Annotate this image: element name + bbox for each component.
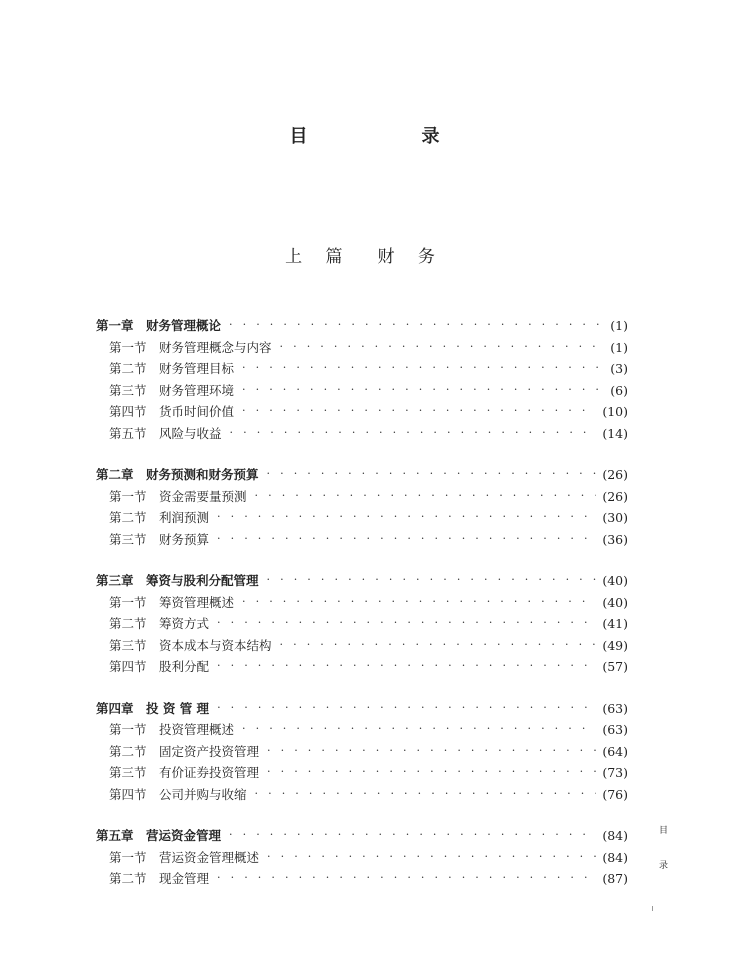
page-number: (26) bbox=[602, 488, 628, 504]
toc-chapter-group bbox=[96, 464, 628, 550]
leader-dots bbox=[217, 694, 596, 716]
page-number: (40) bbox=[602, 594, 628, 610]
section-title: 第二节 固定资产投资管理 bbox=[109, 743, 260, 759]
section-title: 第三节 有价证券投资管理 bbox=[109, 765, 260, 780]
page-number: (1) bbox=[610, 339, 628, 355]
section-title: 第一节 资金需要量预测 bbox=[109, 488, 247, 504]
section-title: 第五节 风险与收益 bbox=[109, 425, 222, 441]
section-title: 第一节 营运资金管理概述 bbox=[109, 849, 260, 865]
leader-dots bbox=[217, 652, 596, 674]
side-tab-char-1: 目 bbox=[659, 826, 669, 836]
page-number: (73) bbox=[602, 765, 628, 780]
page-number: (84) bbox=[602, 828, 628, 843]
toc-chapter-group bbox=[96, 570, 628, 678]
table-of-contents bbox=[96, 315, 628, 910]
leader-dots bbox=[242, 397, 596, 419]
page-title: 目 录 bbox=[289, 126, 488, 147]
section-title: 第三节 财务预算 bbox=[109, 531, 210, 547]
page-number: (49) bbox=[602, 637, 628, 653]
page-number: (14) bbox=[602, 425, 628, 441]
page-number: (87) bbox=[602, 871, 628, 886]
leader-dots bbox=[242, 354, 604, 376]
page-number: (10) bbox=[602, 404, 628, 419]
leader-dots bbox=[229, 821, 596, 843]
page-number: (63) bbox=[602, 722, 628, 737]
section-title: 第三节 财务管理环境 bbox=[109, 382, 235, 398]
leader-dots bbox=[267, 758, 596, 780]
leader-dots bbox=[255, 780, 597, 802]
toc-chapter-group bbox=[96, 825, 628, 890]
chapter-title: 第五章 营运资金管理 bbox=[96, 828, 222, 843]
toc-section-entry[interactable] bbox=[96, 529, 628, 551]
part-title bbox=[0, 242, 729, 267]
side-tab-char-2: 录 bbox=[659, 861, 669, 871]
page-number: (30) bbox=[602, 510, 628, 525]
page-number: (76) bbox=[602, 786, 628, 802]
toc-section-entry[interactable] bbox=[96, 656, 628, 678]
page-number: (84) bbox=[602, 849, 628, 865]
leader-dots bbox=[267, 737, 596, 759]
leader-dots bbox=[217, 609, 596, 631]
leader-dots bbox=[242, 588, 596, 610]
leader-dots bbox=[280, 631, 597, 653]
chapter-title: 第四章 投 资 管 理 bbox=[96, 700, 210, 716]
page-number: (36) bbox=[602, 531, 628, 547]
part-title-label: 上 篇 bbox=[285, 247, 352, 267]
page-number: (63) bbox=[602, 700, 628, 716]
section-title: 第二节 筹资方式 bbox=[109, 616, 210, 631]
chapter-title: 第二章 财务预测和财务预算 bbox=[96, 467, 259, 482]
toc-section-entry[interactable] bbox=[96, 868, 628, 890]
page-number: (40) bbox=[602, 573, 628, 588]
leader-dots bbox=[217, 864, 596, 886]
page-number: (6) bbox=[610, 382, 628, 398]
section-title: 第四节 股利分配 bbox=[109, 659, 210, 674]
leader-dots bbox=[242, 376, 604, 398]
page-number: (57) bbox=[602, 659, 628, 674]
leader-dots bbox=[217, 525, 596, 547]
leader-dots bbox=[267, 566, 597, 588]
leader-dots bbox=[242, 715, 596, 737]
chapter-title: 第一章 财务管理概论 bbox=[96, 318, 222, 333]
section-title: 第二节 财务管理目标 bbox=[109, 361, 235, 376]
section-title: 第四节 货币时间价值 bbox=[109, 404, 235, 419]
section-title: 第二节 利润预测 bbox=[109, 510, 210, 525]
leader-dots bbox=[230, 419, 597, 441]
section-title: 第一节 筹资管理概述 bbox=[109, 594, 235, 610]
toc-chapter-group bbox=[96, 315, 628, 444]
page-number: (41) bbox=[602, 616, 628, 631]
page-number: (26) bbox=[602, 467, 628, 482]
leader-dots bbox=[267, 460, 597, 482]
toc-section-entry[interactable] bbox=[96, 784, 628, 806]
page-edge-mark bbox=[652, 906, 653, 911]
section-title: 第一节 财务管理概念与内容 bbox=[109, 339, 272, 355]
leader-dots bbox=[229, 311, 604, 333]
leader-dots bbox=[267, 843, 596, 865]
toc-section-entry[interactable] bbox=[96, 423, 628, 445]
leader-dots bbox=[217, 503, 596, 525]
section-title: 第一节 投资管理概述 bbox=[109, 722, 235, 737]
toc-chapter-group bbox=[96, 698, 628, 806]
section-title: 第二节 现金管理 bbox=[109, 871, 210, 886]
page-number: (3) bbox=[610, 361, 628, 376]
leader-dots bbox=[255, 482, 597, 504]
section-title: 第三节 资本成本与资本结构 bbox=[109, 637, 272, 653]
page-number: (64) bbox=[602, 743, 628, 759]
section-title: 第四节 公司并购与收缩 bbox=[109, 786, 247, 802]
chapter-title: 第三章 筹资与股利分配管理 bbox=[96, 573, 259, 588]
leader-dots bbox=[280, 333, 605, 355]
part-subject-label: 财 务 bbox=[377, 247, 444, 267]
page-number: (1) bbox=[610, 318, 628, 333]
